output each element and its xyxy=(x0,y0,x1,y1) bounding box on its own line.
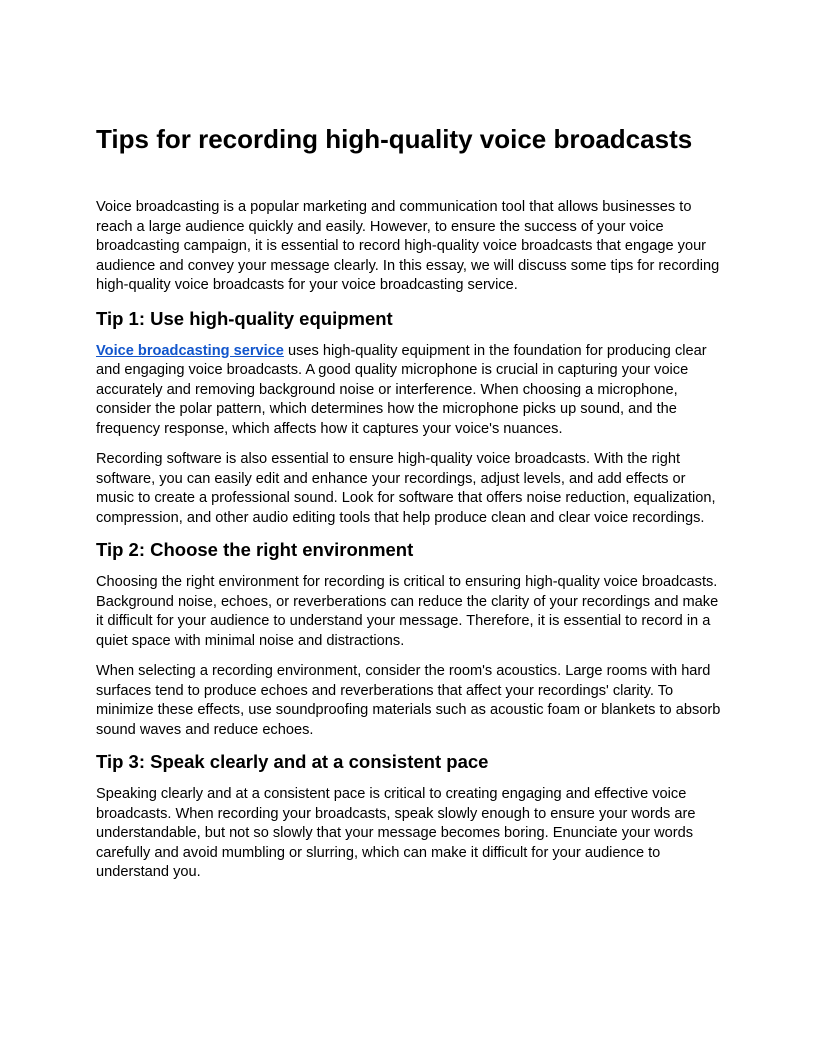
section-tip-2 xyxy=(96,537,724,740)
section-heading-tip-2: Tip 2: Choose the right environment xyxy=(96,539,414,560)
tip-2-paragraph-1: Choosing the right environment for recording is critical to ensuring high-quality voice broadcasts. Background noise, echoes, or reverberations can reduce the clarity of your recordings and make it difficult for your audience to understand your message. Therefore, it is essential to record in a quiet space with minimal noise and distractions. xyxy=(96,574,719,649)
tip-2-paragraph-2: When selecting a recording environment, consider the room's acoustics. Large rooms with hard surfaces tend to produce echoes and reverberations that affect your recordings' clarity. To minimize these effects, use soundproofing materials such as acoustic foam or blankets to absorb sound waves and reduce echoes. xyxy=(96,663,721,738)
document-page xyxy=(96,121,724,894)
section-heading-tip-3: Tip 3: Speak clearly and at a consistent pace xyxy=(96,751,489,772)
section-heading-tip-1: Tip 1: Use high-quality equipment xyxy=(96,307,393,329)
intro-paragraph: Voice broadcasting is a popular marketing and communication tool that allows businesses to reach a large audience quickly and easily. However, to ensure the success of your voice broadcasting campaign, it is essential to record high-quality voice broadcasts that engage your audience and convey your message clearly. In this essay, we will discuss some tips for recording high-quality voice broadcasts for your voice broadcasting service. xyxy=(96,199,720,293)
tip-1-paragraph-2: Recording software is also essential to ensure high-quality voice broadcasts. With the right software, you can easily edit and enhance your recordings, adjust levels, and add effects or music to create a professional sound. Look for software that offers noise reduction, equalization, compression, and other audio editing tools that help produce clean and clear voice recordings. xyxy=(96,451,716,526)
voice-broadcasting-service-link[interactable]: Voice broadcasting service xyxy=(96,342,284,359)
tip-1-paragraph-1-text: uses high-quality equipment in the foundation for producing clear and engaging voice broadcasts. A good quality microphone is crucial in capturing your voice accurately and removing background noise or interference. When choosing a microphone, consider the polar pattern, which determines how the microphone picks up sound, and the frequency response, which affects how it captures your voice's nuances. xyxy=(96,342,707,437)
tip-1-paragraph-1 xyxy=(96,342,724,440)
section-tip-1 xyxy=(96,306,724,529)
section-tip-3 xyxy=(96,749,724,883)
tip-3-paragraph-1: Speaking clearly and at a consistent pace is critical to creating engaging and effective voice broadcasts. When recording your broadcasts, speak slowly enough to ensure your words are understandable, but not so slowly that your message becomes boring. Enunciate your words carefully and avoid mumbling or slurring, which can make it difficult for your audience to understand you. xyxy=(96,786,696,880)
document-title: Tips for recording high-quality voice broadcasts xyxy=(96,124,693,154)
